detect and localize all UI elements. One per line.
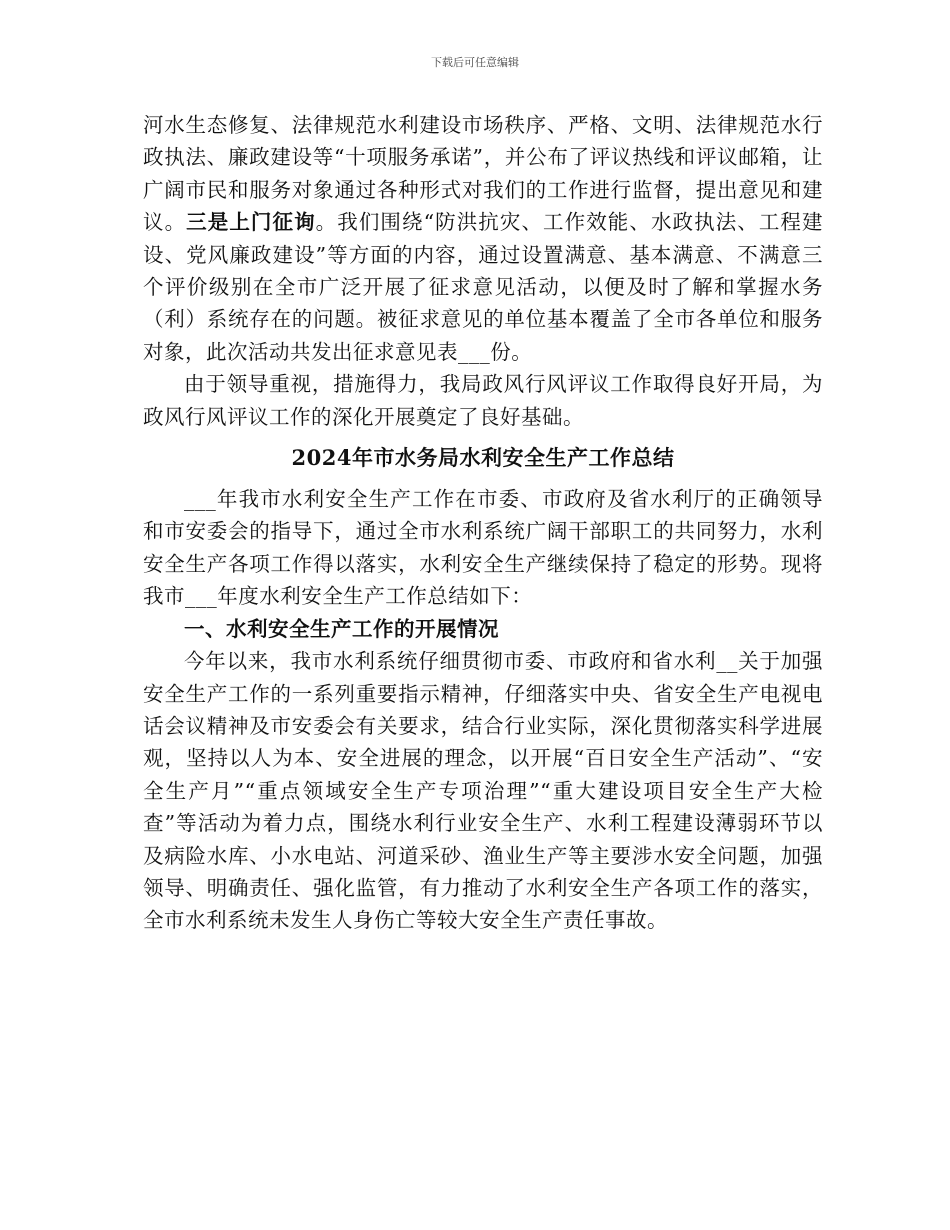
paragraph-conclusion: 由于领导重视，措施得力，我局政风行风评议工作取得良好开局，为政风行风评议工作的深化开展奠定了良好基础。: [143, 372, 823, 429]
paragraph-intro: ___年我市水利安全生产工作在市委、市政府及省水利厅的正确领导和市安委会的指导下，通过全市水利系统广阔干部职工的共同努力，水利安全生产各项工作得以落实，水利安全生产继续保持了稳定的形势。现将我市___年度水利安全生产工作总结如下：: [143, 487, 823, 609]
paragraph-section-body: 今年以来，我市水利系统仔细贯彻市委、市政府和省水利__关于加强安全生产工作的一系列重要指示精神，仔细落实中央、省安全生产电视电话会议精神及市安委会有关要求，结合行业实际，深化贯彻落实科学进展观，坚持以人为本、安全进展的理念，以开展“百日安全生产活动”、“安全生产月”“重点领域安全生产专项治理”“重大建设项目安全生产大检查”等活动为着力点，围绕水利行业安全生产、水利工程建设薄弱环节以及病险水库、小水电站、河道采砂、渔业生产等主要涉水安全问题，加强领导、明确责任、强化监管，有力推动了水利安全生产各项工作的落实，全市水利系统未发生人身伤亡等较大安全生产责任事故。: [143, 649, 823, 933]
page-header-note: 下载后可任意编辑: [431, 56, 519, 69]
section-heading: 一、水利安全生产工作的开展情况: [184, 616, 499, 641]
paragraph-text: 河水生态修复、法律规范水利建设市场秩序、严格、文明、法律规范水行政执法、廉政建设等“十项服务承诺”，并公布了评议热线和评议邮箱，让广阔市民和服务对象通过各种形式对我们的工作进行监督，提出意见和建议。: [143, 113, 823, 235]
document-title: 2024年市水务局水利安全生产工作总结: [291, 445, 675, 471]
paragraph-service-commitments: [143, 109, 823, 368]
bold-phrase: 三是上门征询: [186, 210, 316, 235]
paragraph-text: 。我们围绕“防洪抗灾、工作效能、水政执法、工程建设、党风廉政建设”等方面的内容，通过设置满意、基本满意、不满意三个评价级别在全市广泛开展了征求意见活动，以便及时了解和掌握水务（利）系统存在的问题。被征求意见的单位基本覆盖了全市各单位和服务对象，此次活动共发出征求意见表___份。: [143, 210, 824, 364]
document-body: [143, 109, 823, 937]
